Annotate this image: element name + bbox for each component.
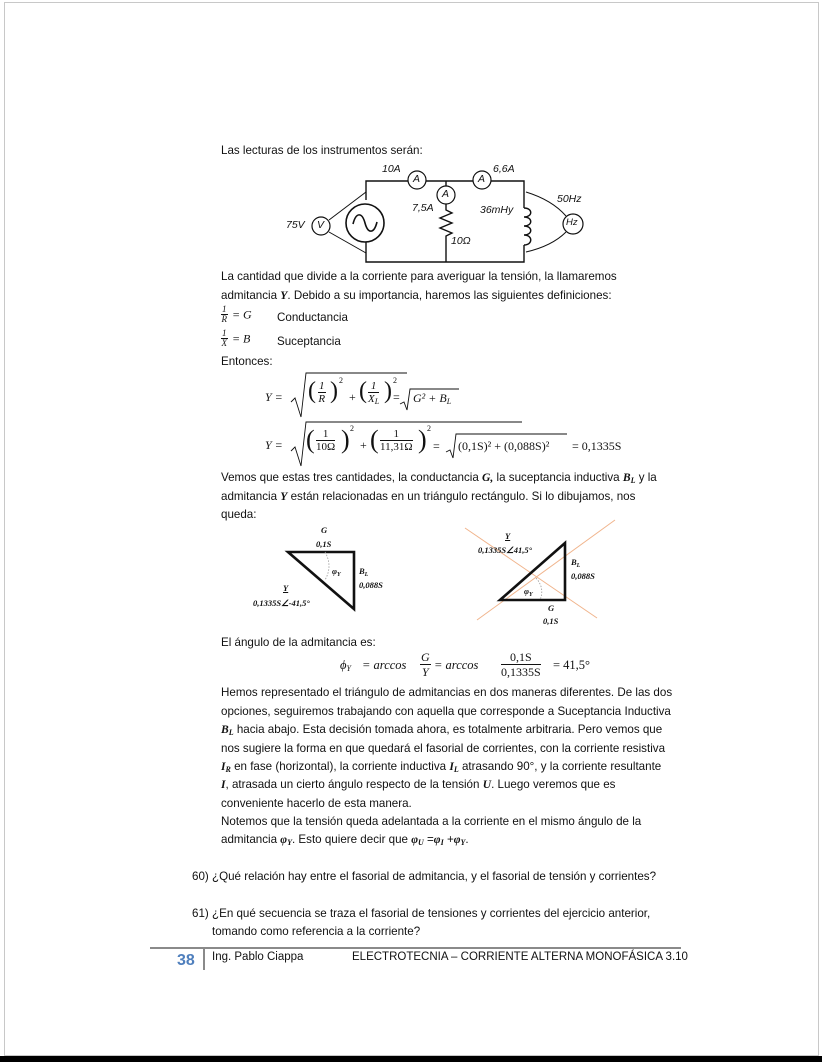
plus: + <box>360 438 367 452</box>
fraction: $\frac{1}{10\Omega}$ <box>316 428 336 453</box>
equals: = <box>433 439 440 453</box>
arccos: = arccos <box>434 658 479 672</box>
definition-eq: = B <box>231 331 251 346</box>
voltage-label: 75V <box>286 219 305 231</box>
y-label: Y <box>283 583 289 593</box>
fraction: $\frac{1}{R}$ <box>318 380 326 405</box>
fraction: $\frac{1}{R}$ <box>221 304 227 324</box>
plus: + <box>349 390 356 404</box>
paragraph-line: Hemos representado el triángulo de admitancias en dos maneras diferentes. De las dos <box>221 686 673 699</box>
phi-label: $\varphi_Y$ <box>332 566 341 578</box>
fraction: $\frac{1}{X}$ <box>221 328 227 348</box>
fraction: $\frac{1}{11,31\Omega}$ <box>380 428 413 453</box>
angle-result: = 41,5° <box>553 658 591 672</box>
g-value: 0,1S <box>316 539 332 549</box>
paragraph-line: queda: <box>221 508 257 521</box>
intro-text: Las lecturas de los instrumentos serán: <box>221 144 423 157</box>
footer-author: Ing. Pablo Ciappa <box>212 951 304 963</box>
arccos: = arccos <box>362 658 407 672</box>
exponent: 2 <box>350 424 354 433</box>
fraction: $\frac{1}{X_L}$ <box>368 380 380 406</box>
paragraph-line: admitancia Y están relacionadas en un triángulo rectángulo. Si lo dibujamos, nos <box>221 490 636 503</box>
formula-mid: (0,1S)² + (0,088S)² <box>458 439 550 453</box>
guide-line <box>477 520 615 620</box>
ammeter-main-symbol: A <box>413 173 421 185</box>
paren: ( <box>370 425 379 454</box>
paragraph-line: Notemos que la tensión queda adelantada a la corriente en el mismo ángulo de la <box>221 815 642 828</box>
formula-result: = 0,1335S <box>572 439 622 453</box>
definition-eq: = G <box>231 307 252 322</box>
inductor-current-label: 6,6A <box>493 163 515 175</box>
fraction: $\frac{0,1S}{0,1335S}$ <box>501 650 541 679</box>
g-value: 0,1S <box>543 616 559 626</box>
text: admitancia <box>221 289 281 302</box>
phi-y: $\phi_Y$ <box>340 658 351 673</box>
inductance-label: 36mHy <box>480 204 514 216</box>
resistance-label: 10Ω <box>451 235 471 247</box>
y-value: 0,1335S∠41,5° <box>478 545 532 555</box>
entonces-text: Entonces: <box>221 355 273 368</box>
paren: ) <box>341 425 350 454</box>
frequency-meter-symbol: Hz <box>566 217 578 228</box>
paragraph-line: $B_L$ hacia abajo. Esta decisión tomada ahora, es totalmente arbitraria. Pero vemos que <box>221 723 663 737</box>
formula-lhs: Y = <box>265 390 283 404</box>
g-label: G <box>548 603 555 613</box>
footer-title: ELECTROTECNIA – CORRIENTE ALTERNA MONOFÁSICA 3.10 <box>352 951 688 963</box>
ammeter-inductor-symbol: A <box>478 173 486 185</box>
formula-rhs: $G^2 + B_L$ <box>413 391 452 406</box>
exponent: 2 <box>393 376 397 385</box>
b-value: 0,088S <box>359 580 383 590</box>
question-61: 61) ¿En qué secuencia se traza el fasorial de tensiones y corrientes del ejercicio anterior, <box>192 907 651 920</box>
page-number: 38 <box>177 952 195 969</box>
paragraph-line: opciones, seguiremos trabajando con aquella que corresponde a Suceptancia Inductiva <box>221 705 671 718</box>
phi-label: $\varphi_Y$ <box>524 586 533 598</box>
equals: = <box>393 390 400 404</box>
paragraph-line: I, atrasada un cierto ángulo respecto de la tensión U. Luego veremos que es <box>221 778 616 791</box>
paragraph-line: admitancia $\varphi_Y$. Esto quiere decir que $\varphi_U =\varphi_I +\varphi_Y$. <box>221 833 469 847</box>
y-value: 0,1335S∠-41,5° <box>253 598 310 608</box>
b-label: $B_L$ <box>571 557 581 569</box>
footer-rule <box>150 947 681 949</box>
paragraph-line: nos sugiere la forma en que quedará el fasorial de corrientes, con la corriente resistiva <box>221 742 666 755</box>
paren: ) <box>384 378 392 404</box>
paragraph-line: Vemos que estas tres cantidades, la conductancia G, la suceptancia inductiva $B_L$ y la <box>221 471 657 485</box>
b-value: 0,088S <box>571 571 595 581</box>
y-label: Y <box>505 531 511 541</box>
paren: ) <box>330 378 338 404</box>
resistor-current-label: 7,5A <box>412 202 434 214</box>
footer-divider <box>203 948 205 970</box>
paragraph-line: conveniente hacerlo de esta manera. <box>221 797 412 810</box>
paragraph-line: $I_R$ en fase (horizontal), la corriente inductiva $I_L$ atrasando 90°, y la corriente resultante <box>221 760 662 774</box>
admittance-symbol: Y <box>280 289 288 302</box>
fraction: $\frac{G}{Y}$ <box>421 650 430 679</box>
exponent: 2 <box>427 424 431 433</box>
main-current-label: 10A <box>382 163 401 175</box>
b-label: $B_L$ <box>359 566 369 578</box>
paren: ( <box>308 378 316 404</box>
ammeter-resistor-symbol: A <box>442 188 450 200</box>
question-61-cont: tomando como referencia a la corriente? <box>212 925 421 938</box>
frequency-label: 50Hz <box>557 193 582 205</box>
definition-name: Suceptancia <box>277 335 341 348</box>
voltmeter-symbol: V <box>317 219 325 231</box>
g-label: G <box>321 525 328 535</box>
text: . Debido a su importancia, haremos las siguientes definiciones: <box>287 289 612 302</box>
paren: ) <box>418 425 427 454</box>
definition-name: Conductancia <box>277 311 348 324</box>
exponent: 2 <box>339 376 343 385</box>
paren: ( <box>306 425 315 454</box>
paragraph-line: La cantidad que divide a la corriente para averiguar la tensión, la llamaremos <box>221 270 617 283</box>
angle-title: El ángulo de la admitancia es: <box>221 636 376 649</box>
paren: ( <box>359 378 367 404</box>
question-60: 60) ¿Qué relación hay entre el fasorial de admitancia, y el fasorial de tensión y corrientes? <box>192 870 657 883</box>
bottom-band <box>0 1056 822 1062</box>
formula-lhs: Y = <box>265 438 283 452</box>
